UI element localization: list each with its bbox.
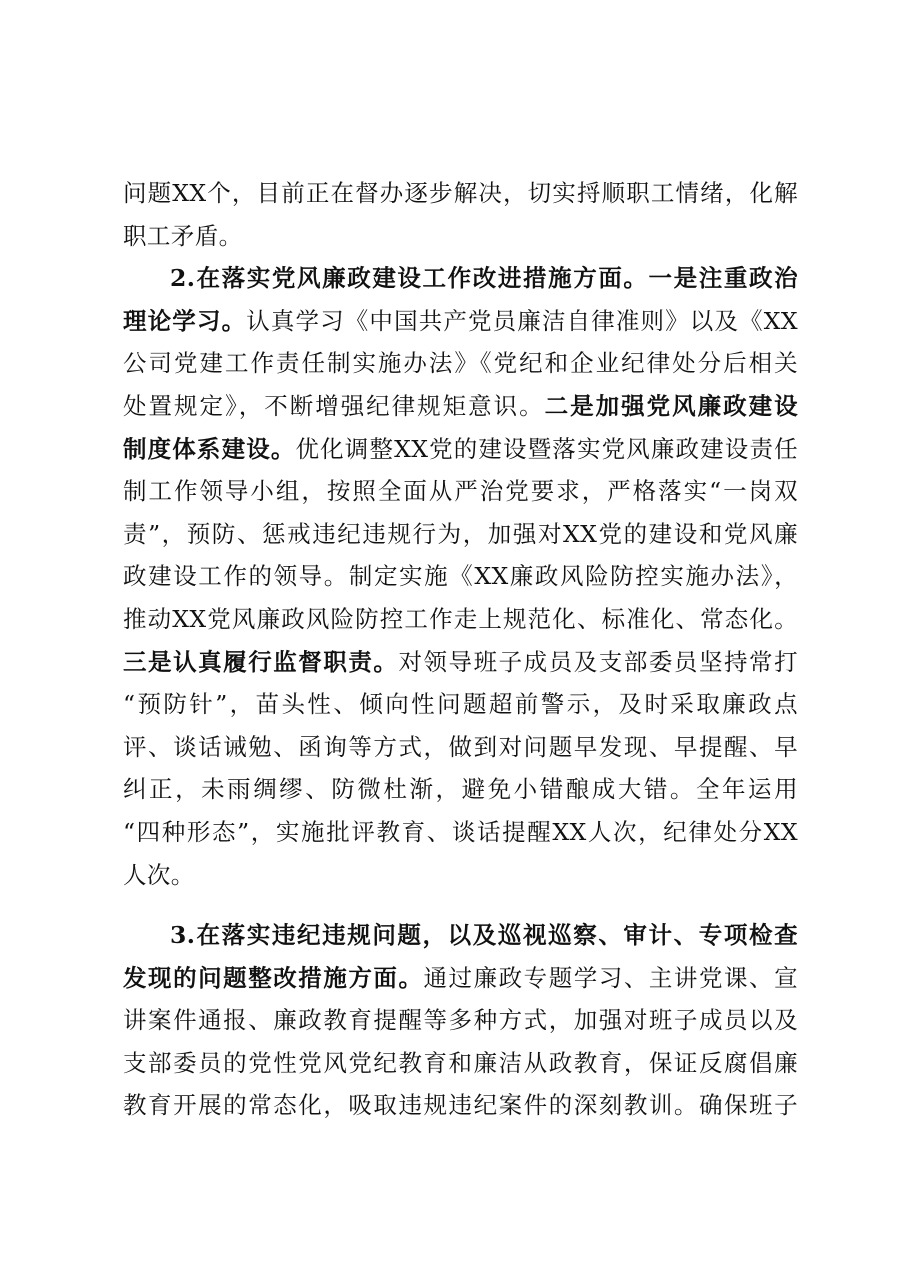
text-line <box>123 172 798 215</box>
text-run: 评、谈话诫勉、函询等方式，做到对问题早发现、早提醒、早 <box>123 732 798 761</box>
text-run: 纠正，未雨绸缪、防微杜渐，避免小错酿成大错。全年运用 <box>123 775 798 804</box>
text-line <box>123 1084 798 1127</box>
text-run: 责”，预防、惩戒违纪违规行为，加强对XX党的建设和党风廉 <box>123 519 798 548</box>
bold-heading-run: 发现的问题整改措施方面。 <box>123 963 424 992</box>
text-line <box>123 914 798 957</box>
text-line <box>123 957 798 1000</box>
text-run: “四种形态”，实施批评教育、谈话提醒XX人次，纪律处分XX <box>123 817 798 846</box>
text-run: 政建设工作的领导。制定实施《XX廉政风险防控实施办法》， <box>123 562 798 591</box>
bold-heading-run: 二是加强党风廉政建设 <box>544 391 798 420</box>
document-body <box>123 172 798 1127</box>
bold-heading-run: 制度体系建设。 <box>123 434 296 463</box>
bold-heading-run: 理论学习。 <box>123 306 247 335</box>
paragraph <box>123 257 798 896</box>
text-line <box>123 811 798 854</box>
text-run: 通过廉政专题学习、主讲党课、宣 <box>423 963 799 992</box>
text-line <box>123 999 798 1042</box>
text-run: 支部委员的党性党风党纪教育和廉洁从政教育，保证反腐倡廉 <box>123 1048 798 1077</box>
text-line <box>123 257 798 300</box>
text-line <box>123 342 798 385</box>
bold-heading-run: 2.在落实党风廉政建设工作改进措施方面。一是注重政治 <box>170 264 798 293</box>
paragraph <box>123 172 798 257</box>
text-run: 制工作领导小组，按照全面从严治党要求，严格落实“一岗双 <box>123 477 798 506</box>
text-run: 人次。 <box>123 860 195 889</box>
text-run: 问题XX个，目前正在督办逐步解决，切实捋顺职工情绪，化解 <box>123 179 798 207</box>
text-run: 推动XX党风廉政风险防控工作走上规范化、标准化、常态化。 <box>123 604 798 633</box>
paragraph <box>123 914 798 1127</box>
text-line <box>123 428 798 471</box>
paragraph-spacer <box>123 896 798 914</box>
text-run: 对领导班子成员及支部委员坚持常打 <box>398 647 798 676</box>
text-line <box>123 470 798 513</box>
text-line <box>123 726 798 769</box>
text-run: 讲案件通报、廉政教育提醒等多种方式，加强对班子成员以及 <box>123 1006 798 1035</box>
text-line <box>123 1042 798 1085</box>
text-line <box>123 215 798 258</box>
text-line <box>123 598 798 641</box>
text-run: 公司党建工作责任制实施办法》《党纪和企业纪律处分后相关 <box>123 349 798 378</box>
bold-heading-run: 3.在落实违纪违规问题，以及巡视巡察、审计、专项检查 <box>170 921 798 950</box>
text-run: 处置规定》，不断增强纪律规矩意识。 <box>123 391 545 420</box>
text-line <box>123 854 798 897</box>
text-line <box>123 683 798 726</box>
text-run: “预防针”，苗头性、倾向性问题超前警示，及时采取廉政点 <box>123 690 798 719</box>
text-run: 职工矛盾。 <box>123 221 243 250</box>
text-line <box>123 385 798 428</box>
text-run: 教育开展的常态化，吸取违规违纪案件的深刻教训。确保班子 <box>123 1091 798 1120</box>
text-line <box>123 641 798 684</box>
text-run: 优化调整XX党的建设暨落实党风廉政建设责任 <box>295 434 798 463</box>
text-line <box>123 768 798 811</box>
text-run: 认真学习《中国共产党员廉洁自律准则》以及《XX <box>246 306 798 335</box>
text-line <box>123 555 798 598</box>
text-line <box>123 300 798 343</box>
bold-heading-run: 三是认真履行监督职责。 <box>123 647 399 676</box>
text-line <box>123 513 798 556</box>
